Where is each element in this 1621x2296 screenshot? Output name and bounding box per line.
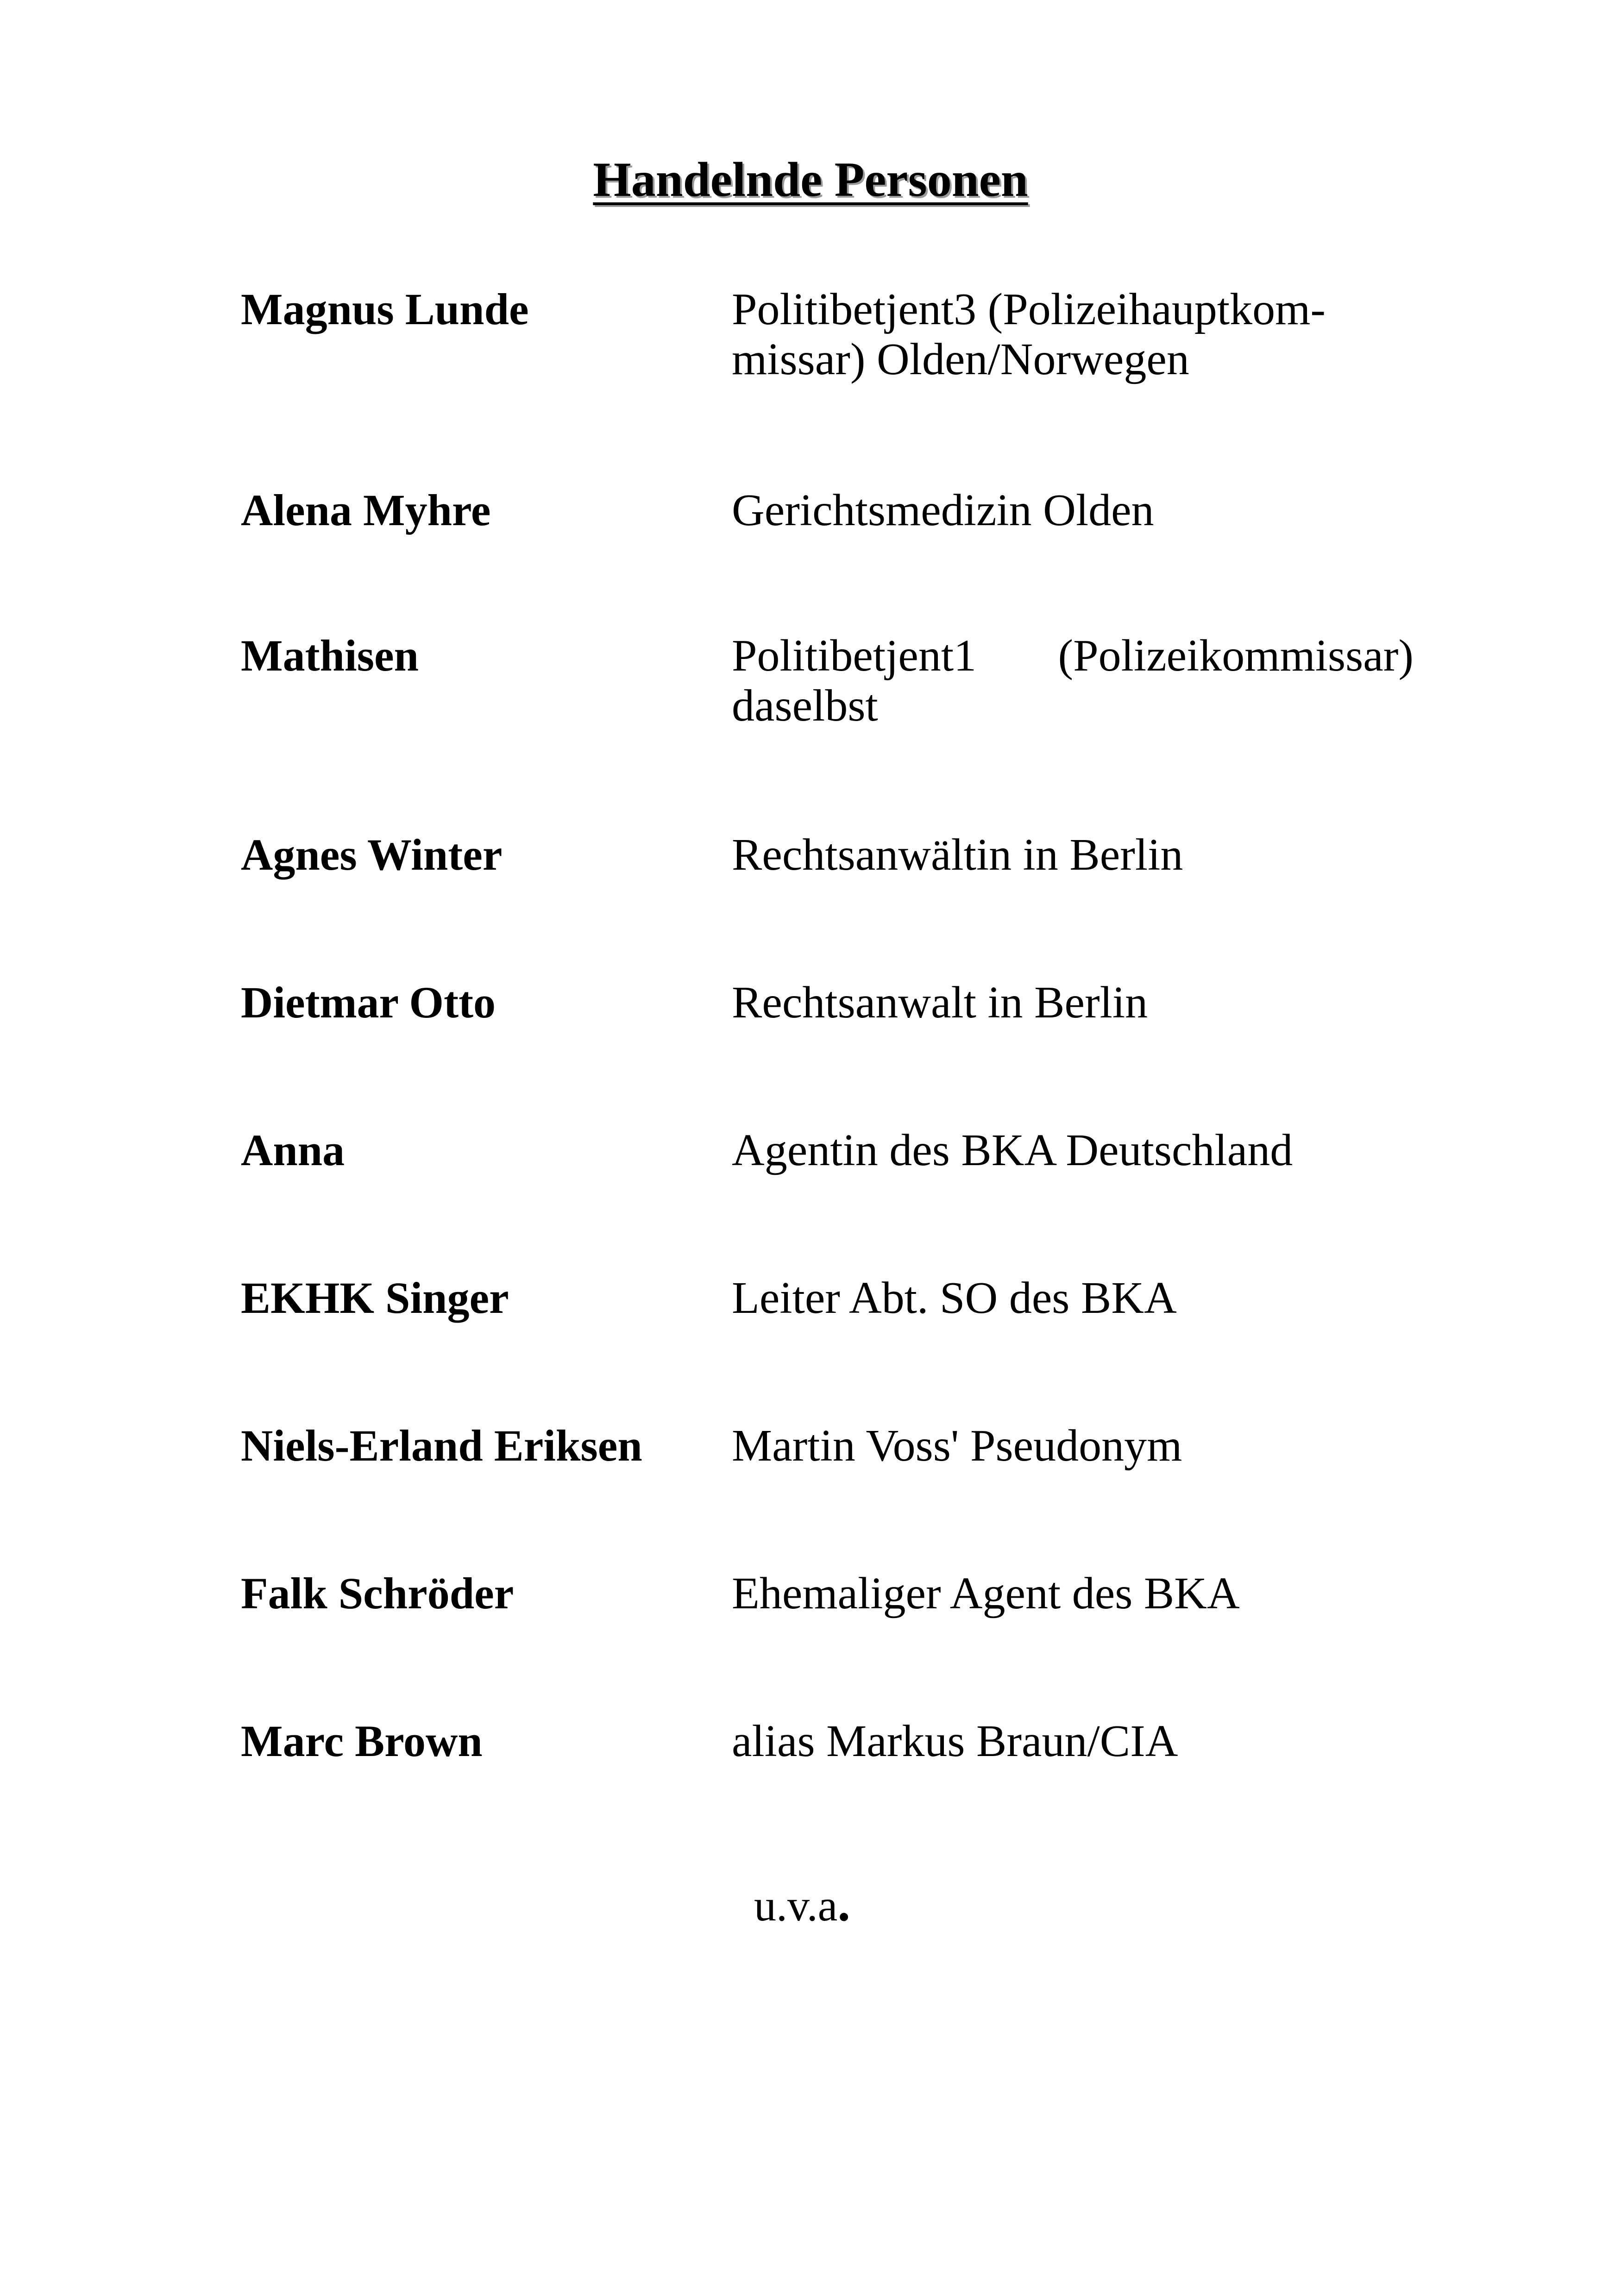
character-role-line: alias Markus Braun/CIA <box>732 1716 1178 1766</box>
character-role <box>732 1568 1454 1618</box>
character-name: Dietmar Otto <box>241 978 496 1027</box>
footer-dot: . <box>837 1875 850 1932</box>
character-role-line: Rechtsanwältin in Berlin <box>732 830 1183 880</box>
character-role <box>732 631 1454 731</box>
character-role <box>732 1716 1454 1766</box>
character-role <box>732 284 1454 384</box>
character-role <box>732 1273 1454 1323</box>
character-role <box>732 1125 1454 1175</box>
character-role-line: daselbst <box>732 681 878 731</box>
footer-note <box>754 1875 850 1932</box>
character-name: Mathisen <box>241 631 419 680</box>
character-role-line: Gerichtsmedizin Olden <box>732 485 1154 535</box>
character-role-line: Agentin des BKA Deutschland <box>732 1125 1293 1175</box>
character-name: Marc Brown <box>241 1716 483 1766</box>
character-role <box>732 1421 1454 1471</box>
character-name: EKHK Singer <box>241 1273 509 1323</box>
character-name: Agnes Winter <box>241 830 503 879</box>
footer-text: u.v.a <box>754 1881 838 1930</box>
character-role-line: Politibetjent1 (Polizeikommissar) <box>732 631 1414 681</box>
character-role <box>732 830 1454 880</box>
character-name: Alena Myhre <box>241 485 491 535</box>
character-role-line: Politibetjent3 (Polizeihauptkom- <box>732 284 1326 334</box>
character-role-line: Martin Voss' Pseudonym <box>732 1421 1182 1471</box>
character-name: Niels-Erland Eriksen <box>241 1421 642 1470</box>
character-role-line: Rechtsanwalt in Berlin <box>732 978 1148 1028</box>
character-role-line: missar) Olden/Norwegen <box>732 334 1189 384</box>
character-name: Falk Schröder <box>241 1568 514 1618</box>
character-role-line: Ehemaliger Agent des BKA <box>732 1568 1240 1618</box>
page-title: Handelnde Personen <box>593 152 1028 207</box>
character-name: Magnus Lunde <box>241 284 529 334</box>
character-role <box>732 485 1454 535</box>
character-name: Anna <box>241 1125 345 1175</box>
character-role <box>732 978 1454 1028</box>
character-role-line: Leiter Abt. SO des BKA <box>732 1273 1177 1323</box>
